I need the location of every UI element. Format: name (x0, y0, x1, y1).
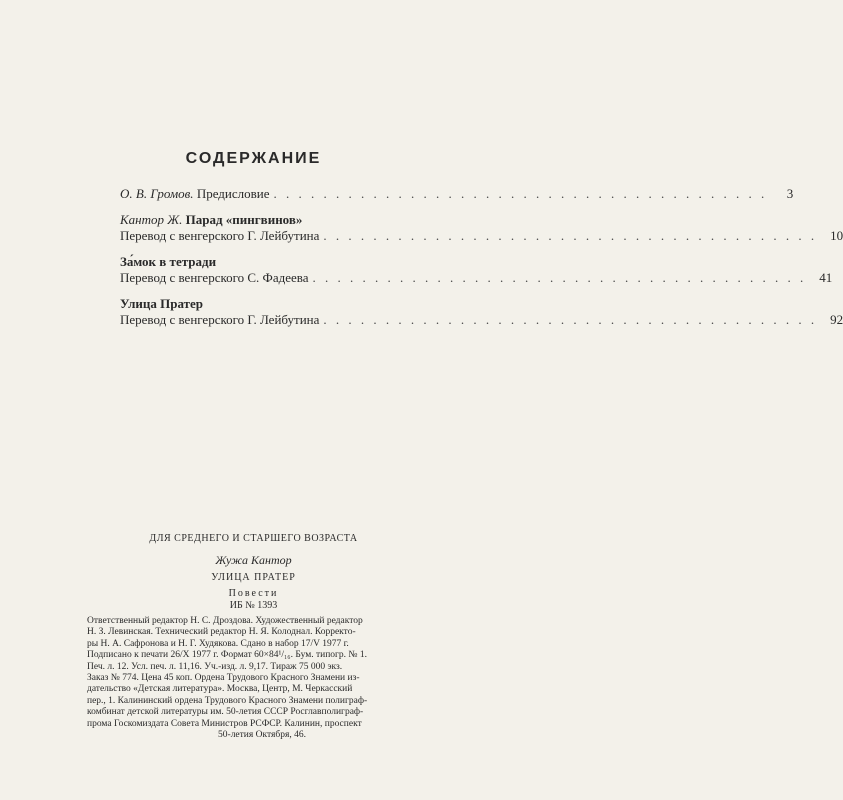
toc-line-text (120, 296, 203, 312)
toc-text: Перевод с венгерского С. Фадеева (120, 270, 309, 285)
colophon-line: 50-летия Октября, 46. (218, 730, 306, 741)
toc-entry (120, 212, 843, 244)
colophon-line: Н. З. Левинская. Технический редактор Н. Я. Колоднал. Корректо- (87, 627, 356, 638)
age-note: ДЛЯ СРЕДНЕГО И СТАРШЕГО ВОЗРАСТА (149, 533, 358, 544)
genre-label: Повести (228, 588, 279, 599)
colophon-line: Подписано к печати 26/X 1977 г. Формат 60×84¹/₁₆. Бум. типогр. № 1. (87, 650, 367, 661)
imprint-block (0, 533, 507, 611)
toc-line-text (120, 212, 302, 228)
toc-leader-dots: . . . . . . . . . . . . . . . . . . . . . . . . . . . . . . . . . . . . . . . . (312, 270, 807, 285)
toc-page-number: 3 (786, 186, 794, 201)
toc-page-number: 41 (819, 270, 833, 285)
toc-page-number: 92 (830, 312, 843, 327)
toc-line (120, 296, 405, 312)
ib-number: ИБ № 1393 (229, 600, 278, 611)
toc-text: Предисловие (193, 186, 270, 201)
toc-story-title: За́мок в тетради (120, 254, 217, 269)
toc-entry (120, 296, 843, 328)
colophon-line: Печ. л. 12. Усл. печ. л. 11,16. Уч.-изд. л. 9,17. Тираж 75 000 экз. (87, 661, 343, 672)
toc-entry (120, 254, 833, 286)
toc-line (120, 212, 405, 228)
toc-author: Кантор Ж. (120, 212, 183, 227)
toc-leader-dots: . . . . . . . . . . . . . . . . . . . . . . . . . . . . . . . . . . . . . . . . (323, 228, 818, 243)
toc-entry (120, 186, 794, 202)
toc-author: О. В. Громов. (120, 186, 194, 201)
toc-heading: СОДЕРЖАНИЕ (185, 150, 322, 167)
toc-line (120, 254, 405, 270)
toc-line (120, 186, 794, 202)
toc-line-text (120, 254, 216, 270)
colophon-line: комбинат детской литературы им. 50-летия СССР Росглавполиграф- (87, 707, 364, 718)
toc-line (120, 270, 833, 286)
colophon-line: Ответственный редактор Н. С. Дроздова. Художественный редактор (87, 616, 363, 626)
colophon-line: дательство «Детская литература». Москва, Центр, М. Черкасский (87, 684, 353, 695)
toc-line-text (120, 312, 319, 328)
toc-line-text (120, 228, 319, 244)
toc-line (120, 228, 843, 244)
toc-story-title: Улица Пратер (120, 296, 203, 311)
toc-leader-dots: . . . . . . . . . . . . . . . . . . . . . . . . . . . . . . . . . . . . . . . . (323, 312, 818, 327)
toc-leader-dots: . . . . . . . . . . . . . . . . . . . . . . . . . . . . . . . . . . . . . . . . (273, 186, 768, 201)
author-name: Жужа Кантор (215, 553, 292, 567)
toc-line (120, 312, 843, 328)
colophon-line: прома Госкомиздата Совета Министров РСФСР. Калинин, проспект (87, 718, 362, 729)
colophon-line: Заказ № 774. Цена 45 коп. Ордена Трудового Красного Знамени из- (87, 673, 360, 684)
colophon-line: ры Н. А. Сафронова и Н. Г. Худякова. Сдано в набор 17/V 1977 г. (87, 638, 349, 649)
toc-story-title: Парад «пингвинов» (182, 212, 303, 227)
toc-line-text (120, 186, 270, 202)
toc-text: Перевод с венгерского Г. Лейбутина (120, 312, 320, 327)
toc-text: Перевод с венгерского Г. Лейбутина (120, 228, 320, 243)
colophon (87, 616, 437, 741)
toc-line-text (120, 270, 309, 286)
book-title: УЛИЦА ПРАТЕР (211, 572, 296, 583)
colophon-line: пер., 1. Калининский ордена Трудового Красного Знамени полиграф- (87, 695, 368, 706)
toc-page-number: 10 (830, 228, 843, 243)
table-of-contents (120, 186, 843, 338)
